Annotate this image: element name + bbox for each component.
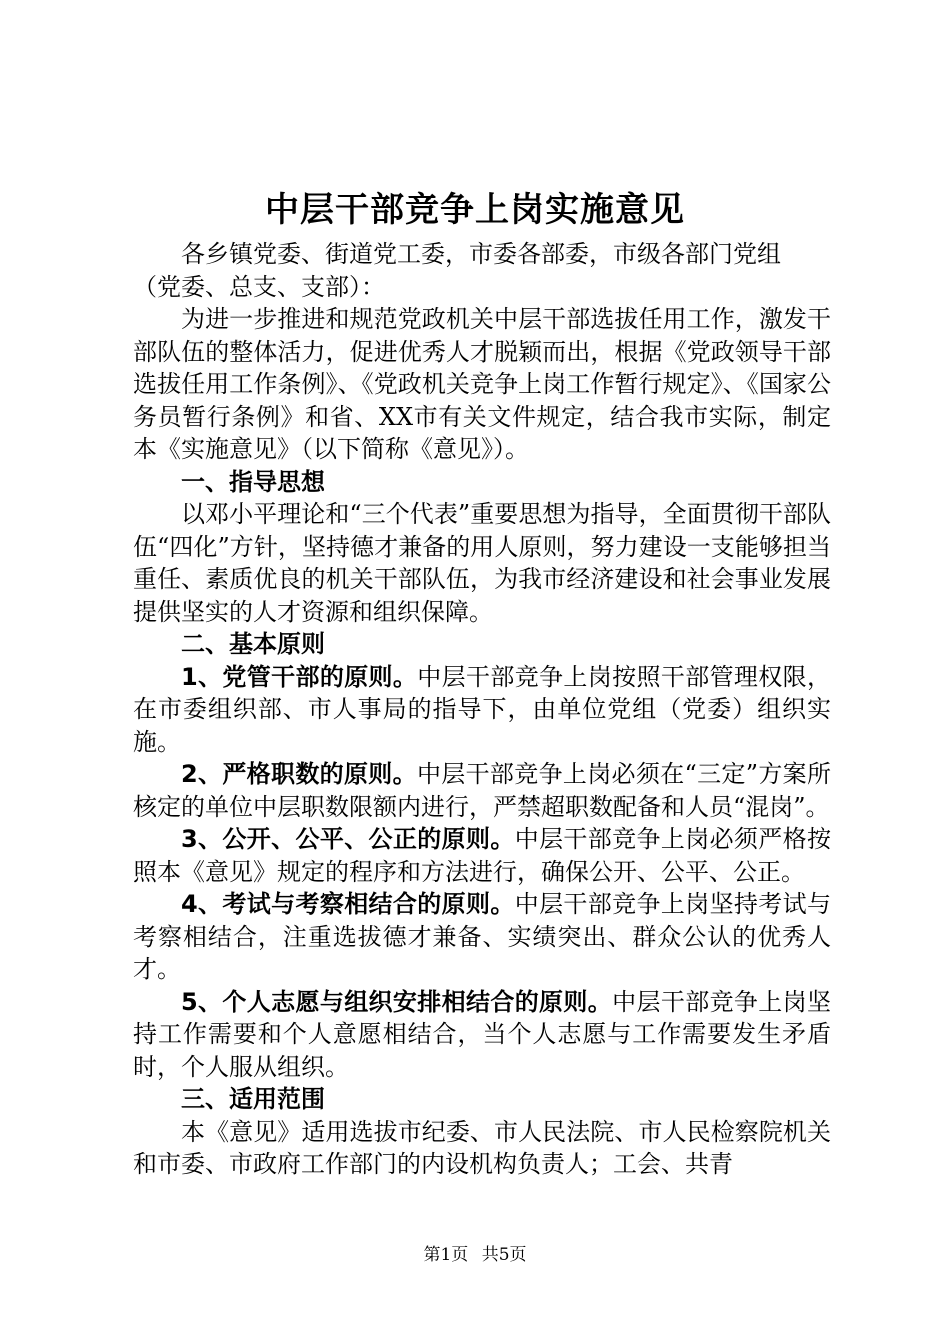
principle-text: 中层干部竞争上岗按照干部管理权限，在市委组织部、市人事局的指导下，由单位党组（党委）组织实施。 [133, 662, 832, 756]
addressee-line-2: （党委、总支、支部）： [133, 272, 385, 301]
principle-item [133, 986, 831, 1084]
principle-lead: 1、党管干部的原则。 [181, 662, 418, 691]
principle-lead: 4、考试与考察相结合的原则。 [181, 890, 515, 918]
section-heading-scope: 三、适用范围 [181, 1085, 325, 1113]
principle-text: 中层干部竞争上岗必须严格按照本《意见》规定的程序和方法进行，确保公开、公平、公正。 [133, 825, 832, 886]
page-total: 共5页 [481, 1245, 527, 1265]
page-footer [0, 1244, 950, 1266]
document-title: 中层干部竞争上岗实施意见 [265, 190, 685, 230]
principle-item [133, 888, 831, 986]
scope-paragraph: 本《意见》适用选拔市纪委、市人民法院、市人民检察院机关和市委、市政府工作部门的内设机构负责人；工会、共青 [133, 1117, 831, 1178]
principle-item [133, 823, 831, 888]
principle-item [133, 661, 831, 759]
principle-lead: 5、个人志愿与组织安排相结合的原则。 [181, 987, 613, 1016]
intro-paragraph: 为进一步推进和规范党政机关中层干部选拔任用工作，激发干部队伍的整体活力，促进优秀人才脱颖而出，根据《党政领导干部选拔任用工作条例》、《党政机关竞争上岗工作暂行规定》、《国家公务员暂行条例》和省、XX市有关文件规定，结合我市实际，制定本《实施意见》（以下简称《意见》）。 [133, 305, 831, 463]
section-heading-basic-principles: 二、基本原则 [181, 630, 325, 658]
page-number: 第1页 [423, 1245, 469, 1265]
document-body [133, 238, 831, 1181]
principle-text: 中层干部竞争上岗坚持工作需要和个人意愿相结合，当个人志愿与工作需要发生矛盾时，个人服从组织。 [133, 987, 832, 1081]
principle-item [133, 758, 831, 823]
guiding-ideology-paragraph: 以邓小平理论和“三个代表”重要思想为指导，全面贯彻干部队伍“四化”方针，坚持德才兼备的用人原则，努力建设一支能够担当重任、素质优良的机关干部队伍，为我市经济建设和社会事业发展提供坚实的人才资源和组织保障。 [133, 500, 831, 626]
principle-text: 中层干部竞争上岗必须在“三定”方案所核定的单位中层职数限额内进行，严禁超职数配备和人员“混岗”。 [133, 760, 832, 821]
principle-lead: 2、严格职数的原则。 [181, 760, 417, 788]
principle-lead: 3、公开、公平、公正的原则。 [181, 825, 515, 853]
addressee-line-1: 各乡镇党委、街道党工委，市委各部委，市级各部门党组 [181, 240, 781, 268]
principle-text: 中层干部竞争上岗坚持考试与考察相结合，注重选拔德才兼备、实绩突出、群众公认的优秀人才。 [133, 890, 832, 983]
section-heading-guiding-ideology: 一、指导思想 [181, 467, 325, 496]
